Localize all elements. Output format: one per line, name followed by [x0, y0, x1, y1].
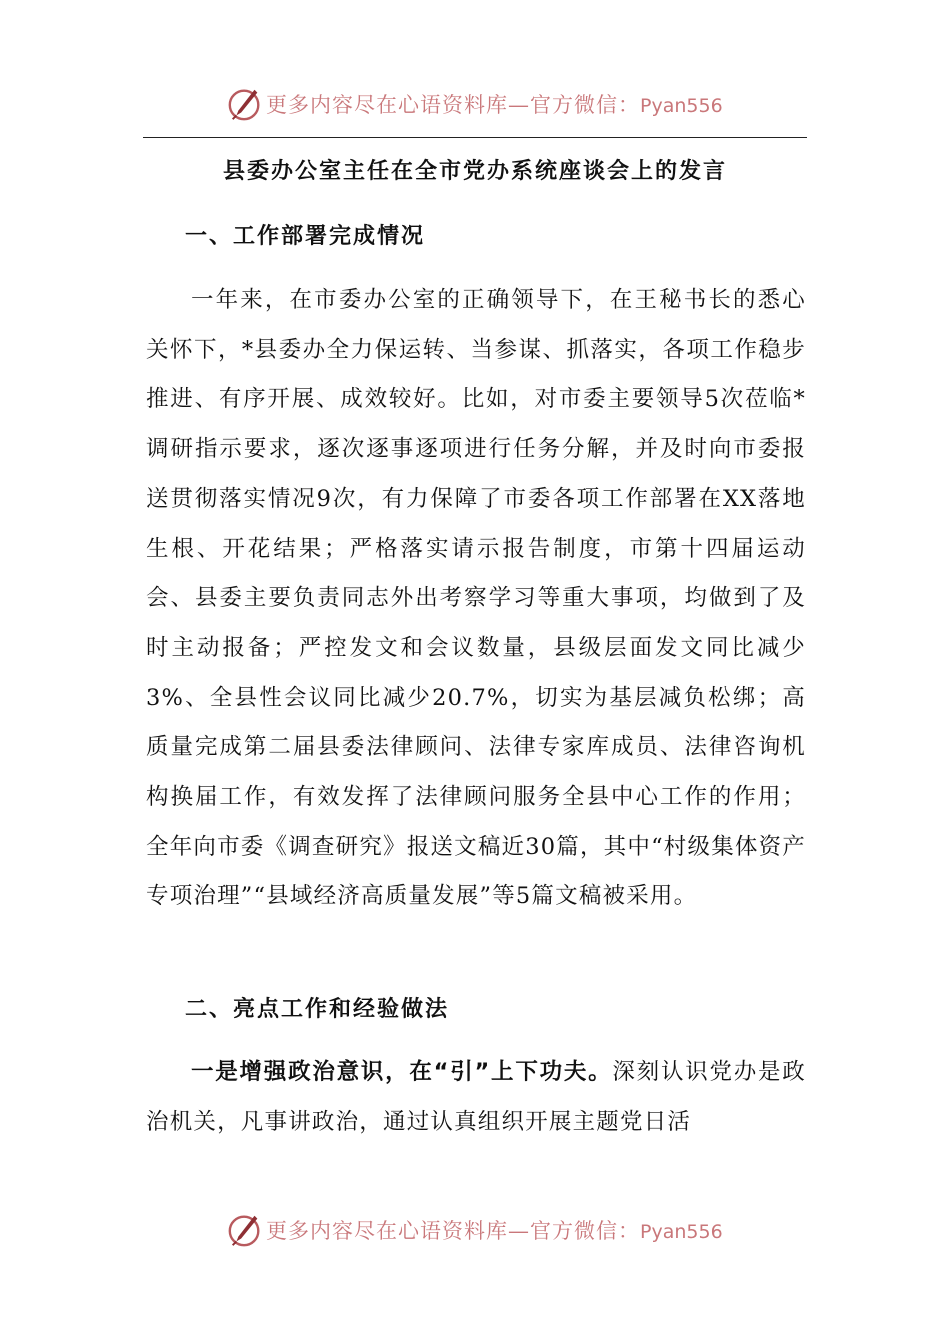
watermark-text: 更多内容尽在心语资料库—官方微信：Pyan556: [266, 93, 723, 117]
wechat-id: Pyan556: [640, 1221, 723, 1243]
paragraph-body: 深刻认识党办是政治机关，凡事讲政治，通过认真组织开展主题党日活: [146, 1059, 806, 1135]
watermark-text: 更多内容尽在心语资料库—官方微信：Pyan556: [266, 1219, 723, 1243]
section-2-paragraph: [146, 1048, 806, 1147]
section-heading-1: 一、工作部署完成情况: [185, 224, 426, 249]
document-title: 县委办公室主任在全市党办系统座谈会上的发言: [222, 159, 727, 184]
wechat-id: Pyan556: [640, 95, 723, 117]
header-watermark: [0, 84, 950, 124]
footer-watermark: [0, 1210, 950, 1250]
section-heading-2: 二、亮点工作和经验做法: [185, 997, 450, 1022]
paragraph-lead: 一是增强政治意识，在“引”上下功夫。: [191, 1059, 613, 1085]
quill-logo-icon: [226, 85, 264, 123]
section-1-paragraph: 一年来，在市委办公室的正确领导下，在王秘书长的悉心关怀下，*县委办全力保运转、当参谋、抓落实，各项工作稳步推进、有序开展、成效较好。比如，对市委主要领导5次莅临*调研指示要求，逐次逐事逐项进行任务分解，并及时向市委报送贯彻落实情况9次，有力保障了市委各项工作部署在XX落地生根、开花结果；严格落实请示报告制度，市第十四届运动会、县委主要负责同志外出考察学习等重大事项，均做到了及时主动报备；严控发文和会议数量，县级层面发文同比减少3%、全县性会议同比减少20.7%，切实为基层减负松绑；高质量完成第二届县委法律顾问、法律专家库成员、法律咨询机构换届工作，有效发挥了法律顾问服务全县中心工作的作用；全年向市委《调查研究》报送文稿近30篇，其中“村级集体资产专项治理”“县域经济高质量发展”等5篇文稿被采用。: [146, 287, 806, 910]
header-rule: [143, 137, 807, 138]
quill-logo-icon: [226, 1211, 264, 1249]
